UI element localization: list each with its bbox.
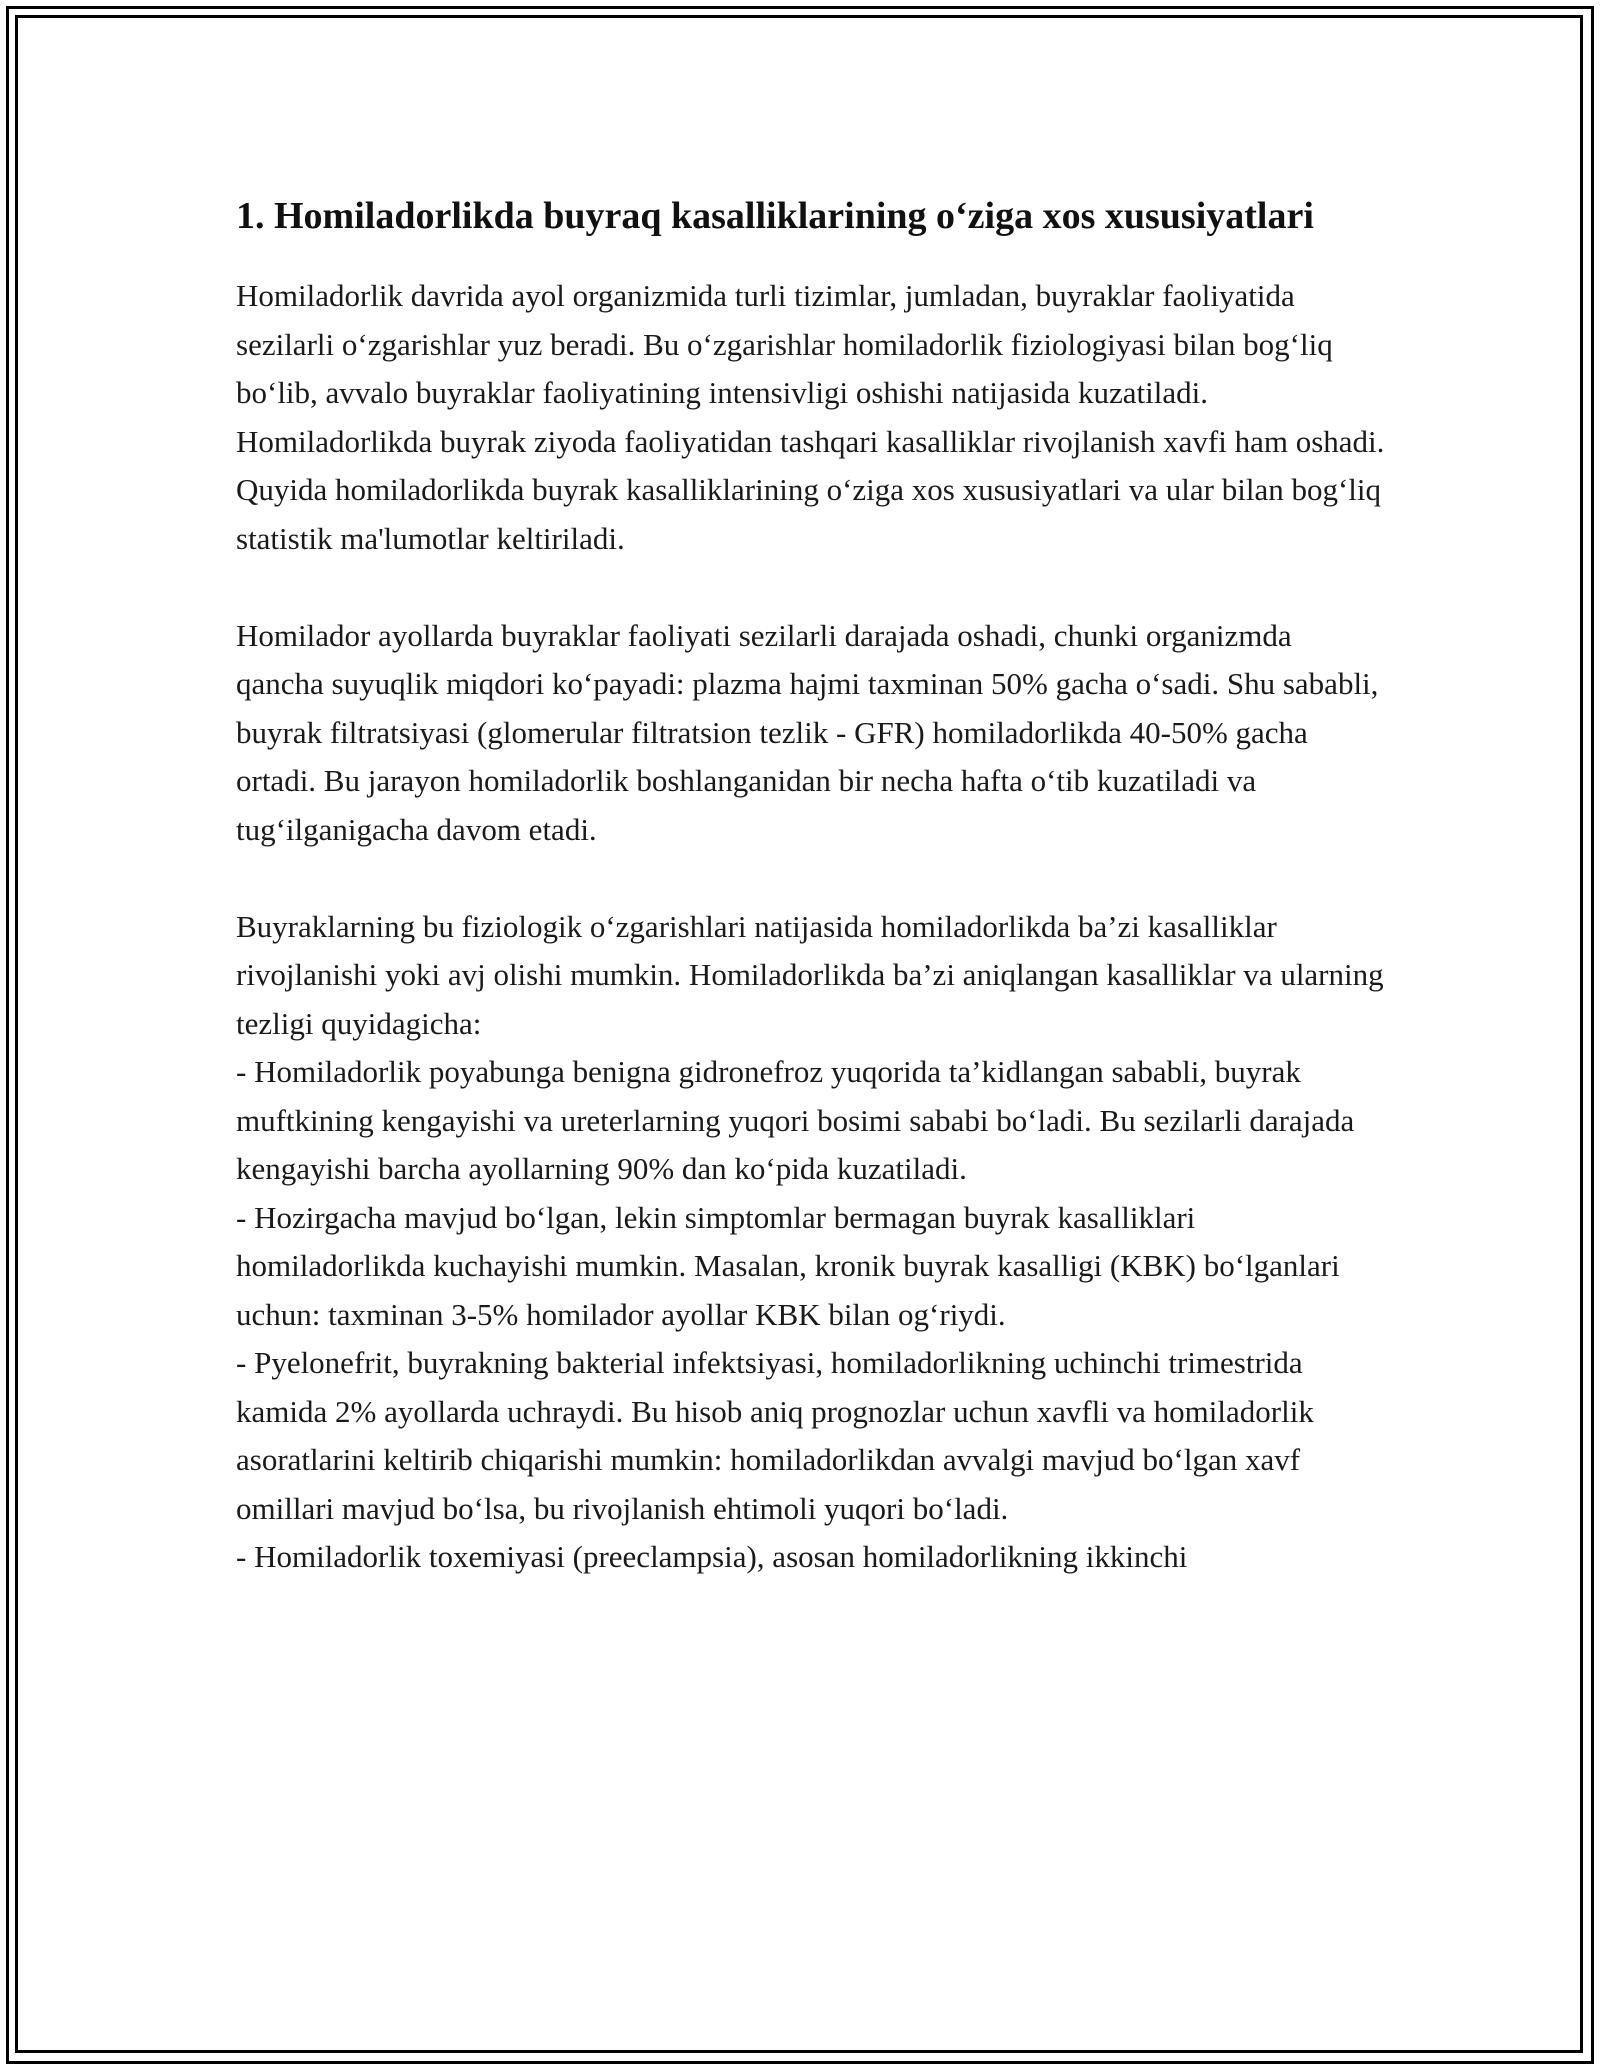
paragraph-physiology: Homilador ayollarda buyraklar faoliyati sezilarli darajada oshadi, chunki organizmda qancha suyuqlik miqdori ko‘payadi: plazma hajmi taxminan 50% gacha o‘sadi. Shu sababli, buyrak filtratsiyasi (glomerular filtratsion tezlik - GFR) homiladorlikda 40-50% gacha ortadi. Bu jarayon homiladorlik boshlanganidan bir necha hafta o‘tib kuzatiladi va tug‘ilganigacha davom etadi. [236, 617, 1379, 847]
document-body [236, 188, 1386, 1582]
paragraph-intro: Homiladorlik davrida ayol organizmida turli tizimlar, jumladan, buyraklar faoliyatida sezilarli o‘zgarishlar yuz beradi. Bu o‘zgarishlar homiladorlik fiziologiyasi bilan bog‘liq bo‘lib, avvalo buyraklar faoliyatining intensivligi oshishi natijasida kuzatiladi. Homiladorlikda buyrak ziyoda faoliyatidan tashqari kasalliklar rivojlanish xavfi ham oshadi. Quyida homiladorlikda buyrak kasalliklarining o‘ziga xos xususiyatlari va ular bilan bog‘liq statistik ma'lumotlar keltiriladi. [236, 278, 1385, 556]
section-heading: 1. Homiladorlikda buyraq kasalliklarining o‘ziga xos xususiyatlari [236, 195, 1314, 237]
paragraph-diseases-list: Buyraklarning bu fiziologik o‘zgarishlari natijasida homiladorlikda ba’zi kasalliklar rivojlanishi yoki avj olishi mumkin. Homiladorlikda ba’zi aniqlangan kasalliklar va ularning tezligi quyidagicha: - Homiladorlik poyabunga benigna gidronefroz yuqorida ta’kidlangan sababli, buyrak muftkining kengayishi va ureterlarning yuqori bosimi sababi bo‘ladi. Bu sezilarli darajada kengayishi barcha ayollarning 90% dan ko‘pida kuzatiladi. - Hozirgacha mavjud bo‘lgan, lekin simptomlar bermagan buyrak kasalliklari homiladorlikda kuchayishi mumkin. Masalan, kronik buyrak kasalligi (KBK) bo‘lganlari uchun: taxminan 3-5% homilador ayollar KBK bilan og‘riydi. - Pyelonefrit, buyrakning bakterial infektsiyasi, homiladorlikning uchinchi trimestrida kamida 2% ayollarda uchraydi. Bu hisob aniq prognozlar uchun xavfli va homiladorlik asoratlarini keltirib chiqarishi mumkin: homiladorlikdan avvalgi mavjud bo‘lgan xavf omillari mavjud bo‘lsa, bu rivojlanish ehtimoli yuqori bo‘ladi. - Homiladorlik toxemiyasi (preeclampsia), asosan homiladorlikning ikkinchi [236, 908, 1384, 1574]
